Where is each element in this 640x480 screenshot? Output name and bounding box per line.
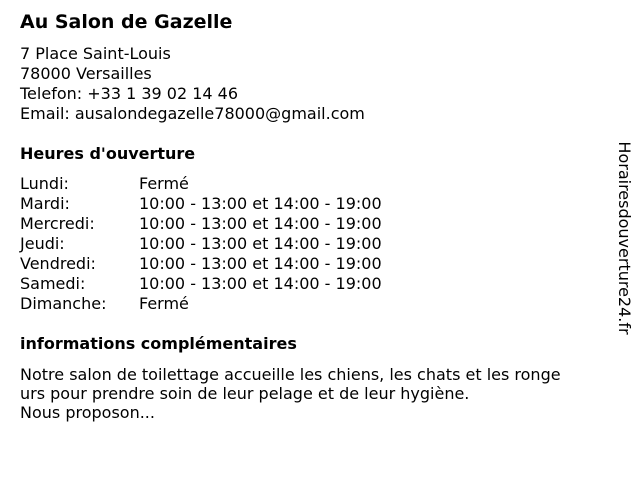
description-line: Nous proposon... xyxy=(20,403,155,422)
hours-day-value: 10:00 - 13:00 et 14:00 - 19:00 xyxy=(139,214,382,233)
address-line-street: 7 Place Saint-Louis xyxy=(20,44,171,63)
hours-day-label: Dimanche: xyxy=(20,294,107,313)
contact-block xyxy=(20,44,365,124)
hours-day-value: 10:00 - 13:00 et 14:00 - 19:00 xyxy=(139,194,382,213)
address-line-city: 78000 Versailles xyxy=(20,64,152,83)
phone-number: Telefon: +33 1 39 02 14 46 xyxy=(20,84,239,103)
hours-day-value: Fermé xyxy=(139,294,189,313)
hours-row-sunday xyxy=(20,294,382,314)
hours-row-tuesday xyxy=(20,194,382,214)
hours-row-saturday xyxy=(20,274,382,294)
hours-day-value: 10:00 - 13:00 et 14:00 - 19:00 xyxy=(139,234,382,253)
hours-day-label: Lundi: xyxy=(20,174,69,193)
info-heading: informations complémentaires xyxy=(20,334,297,353)
hours-row-thursday xyxy=(20,234,382,254)
hours-day-label: Jeudi: xyxy=(20,234,65,253)
business-name: Au Salon de Gazelle xyxy=(20,11,233,33)
hours-row-wednesday xyxy=(20,214,382,234)
email-address: Email: ausalondegazelle78000@gmail.com xyxy=(20,104,365,123)
site-watermark: Horairesdouverture24.fr xyxy=(615,141,634,335)
hours-day-label: Mercredi: xyxy=(20,214,95,233)
hours-heading: Heures d'ouverture xyxy=(20,144,196,163)
description-text xyxy=(20,365,610,422)
hours-day-value: 10:00 - 13:00 et 14:00 - 19:00 xyxy=(139,274,382,293)
hours-row-monday xyxy=(20,174,382,194)
hours-row-friday xyxy=(20,254,382,274)
description-line: urs pour prendre soin de leur pelage et de leur hygiène. xyxy=(20,384,470,403)
hours-day-label: Samedi: xyxy=(20,274,86,293)
hours-day-value: Fermé xyxy=(139,174,189,193)
hours-day-label: Mardi: xyxy=(20,194,70,213)
hours-day-label: Vendredi: xyxy=(20,254,96,273)
hours-day-value: 10:00 - 13:00 et 14:00 - 19:00 xyxy=(139,254,382,273)
opening-hours-table xyxy=(20,174,382,314)
description-line: Notre salon de toilettage accueille les chiens, les chats et les ronge xyxy=(20,365,561,384)
